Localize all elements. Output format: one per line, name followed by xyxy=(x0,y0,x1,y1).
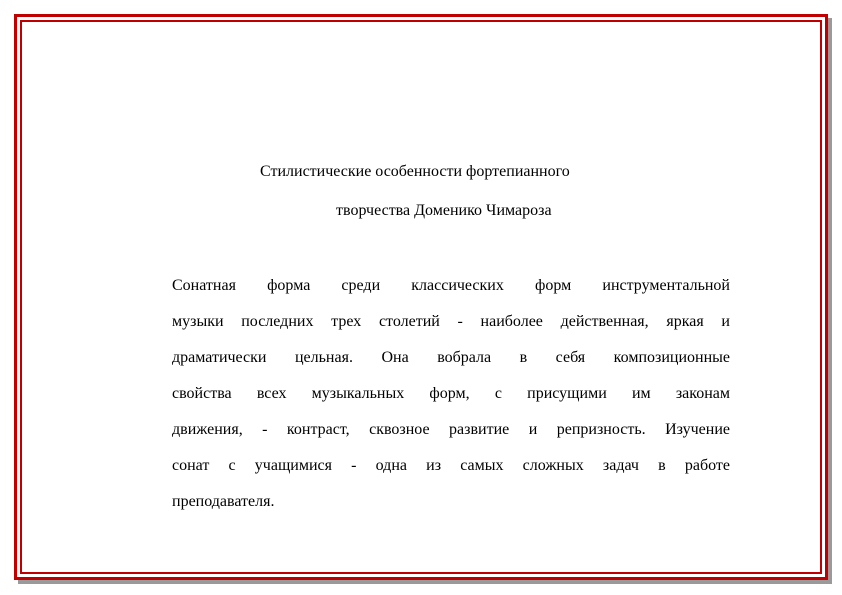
paragraph-line: движения, - контраст, сквозное развитие и репризность. Изучение xyxy=(172,421,730,438)
paragraph-line: сонат с учащимися - одна из самых сложных задач в работе xyxy=(172,457,730,474)
title-line-2: творчества Доменико Чимароза xyxy=(336,202,552,219)
paragraph-line: Сонатная форма среди классических форм инструментальной xyxy=(172,277,730,294)
paragraph-line: музыки последних трех столетий - наиболее действенная, яркая и xyxy=(172,313,730,330)
frame-shadow-bottom xyxy=(18,580,828,584)
frame-shadow-right xyxy=(828,18,832,584)
paragraph-line: преподавателя. xyxy=(172,493,275,510)
title-line-1: Стилистические особенности фортепианного xyxy=(260,163,570,180)
paragraph-line: свойства всех музыкальных форм, с присущими им законам xyxy=(172,385,730,402)
body-paragraph xyxy=(172,268,730,520)
paragraph-line: драматически цельная. Она вобрала в себя композиционные xyxy=(172,349,730,366)
